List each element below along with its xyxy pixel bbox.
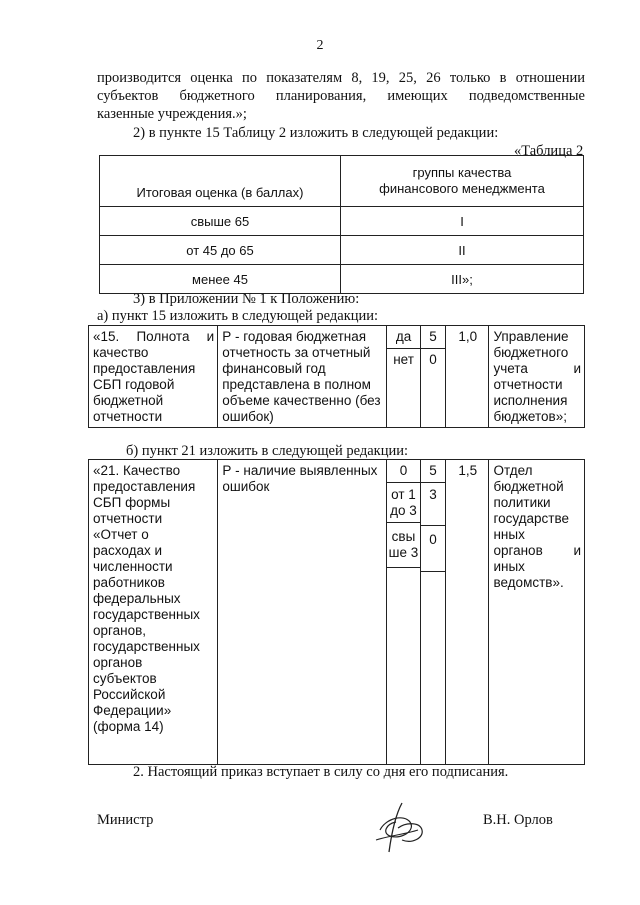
condition-cell: нет [393, 352, 414, 367]
criterion-15-conditions [387, 326, 421, 428]
score-groups-table [99, 155, 584, 294]
item-3a-text: а) пункт 15 изложить в следующей редакции: [97, 308, 379, 324]
criterion-21-responsible: Отдел бюджетной политики государстве нных органов и иных ведомств». [489, 460, 585, 765]
item-2-text: 2) в пункте 15 Таблицу 2 изложить в следующей редакции: [133, 125, 499, 141]
criterion-15-name: «15. Полнота и качество предоставления СБП годовой бюджетной отчетности [89, 326, 218, 428]
table2-score-cell: свыше 65 [100, 207, 341, 236]
criterion-15-formula: Р - годовая бюджетная отчетность за отчетный финансовый год представлена в полном объеме качественно (без ошибок) [218, 326, 387, 428]
condition-cell: да [387, 326, 420, 349]
table2-header-group [341, 156, 584, 207]
points-cell: 5 [421, 460, 445, 483]
page-number: 2 [316, 38, 324, 53]
intro-line-1: производится оценка по показателям 8, 19, 25, 26 только в отношении [97, 70, 585, 86]
criterion-21-conditions [387, 460, 421, 765]
table2-group-cell: I [341, 207, 584, 236]
table2-header-group-line1: группы качества [412, 165, 512, 180]
final-clause: 2. Настоящий приказ вступает в силу со дня его подписания. [133, 764, 509, 780]
criterion-15-points [420, 326, 445, 428]
table2-header-score: Итоговая оценка (в баллах) [100, 156, 341, 207]
signatory-name: В.Н. Орлов [483, 812, 553, 828]
points-cell: 5 [421, 326, 445, 349]
criterion-21-name: «21. Качество предоставления СБП формы отчетности «Отчет о расходах и численности работников федеральных государственных органов, государственных органов субъектов Российской Федерации» (форма 14) [89, 460, 218, 765]
intro-line-2: субъектов бюджетного планирования, имеющих подведомственные [97, 88, 585, 104]
intro-line-3: казенные учреждения.»; [97, 106, 247, 122]
condition-cell: 0 [387, 460, 420, 483]
points-cell: 0 [421, 526, 445, 572]
table2-score-cell: от 45 до 65 [100, 236, 341, 265]
criterion-15-table [88, 325, 585, 428]
points-cell: 3 [421, 483, 445, 526]
criterion-21-points [420, 460, 445, 765]
handwritten-signature [372, 800, 432, 856]
item-3b-text: б) пункт 21 изложить в следующей редакции: [126, 443, 408, 459]
criterion-21-formula: Р - наличие выявленных ошибок [218, 460, 387, 765]
item-3-text: 3) в Приложении № 1 к Положению: [133, 291, 360, 307]
signatory-position: Министр [97, 812, 154, 828]
table2-header-group-line2: финансового менеджмента [379, 181, 545, 196]
points-cell: 0 [429, 352, 437, 367]
criterion-15-responsible: Управление бюджетного учета и отчетности исполнения бюджетов»; [489, 326, 585, 428]
criterion-15-weight: 1,0 [446, 326, 489, 428]
condition-cell: свы ше 3 [387, 523, 420, 568]
criterion-21-table [88, 459, 585, 765]
criterion-21-weight: 1,5 [446, 460, 489, 765]
table2-caption: «Таблица 2 [514, 143, 584, 159]
condition-cell: от 1 до 3 [387, 483, 420, 523]
table2-group-cell: III»; [341, 265, 584, 294]
table2-score-cell: менее 45 [100, 265, 341, 294]
table2-group-cell: II [341, 236, 584, 265]
